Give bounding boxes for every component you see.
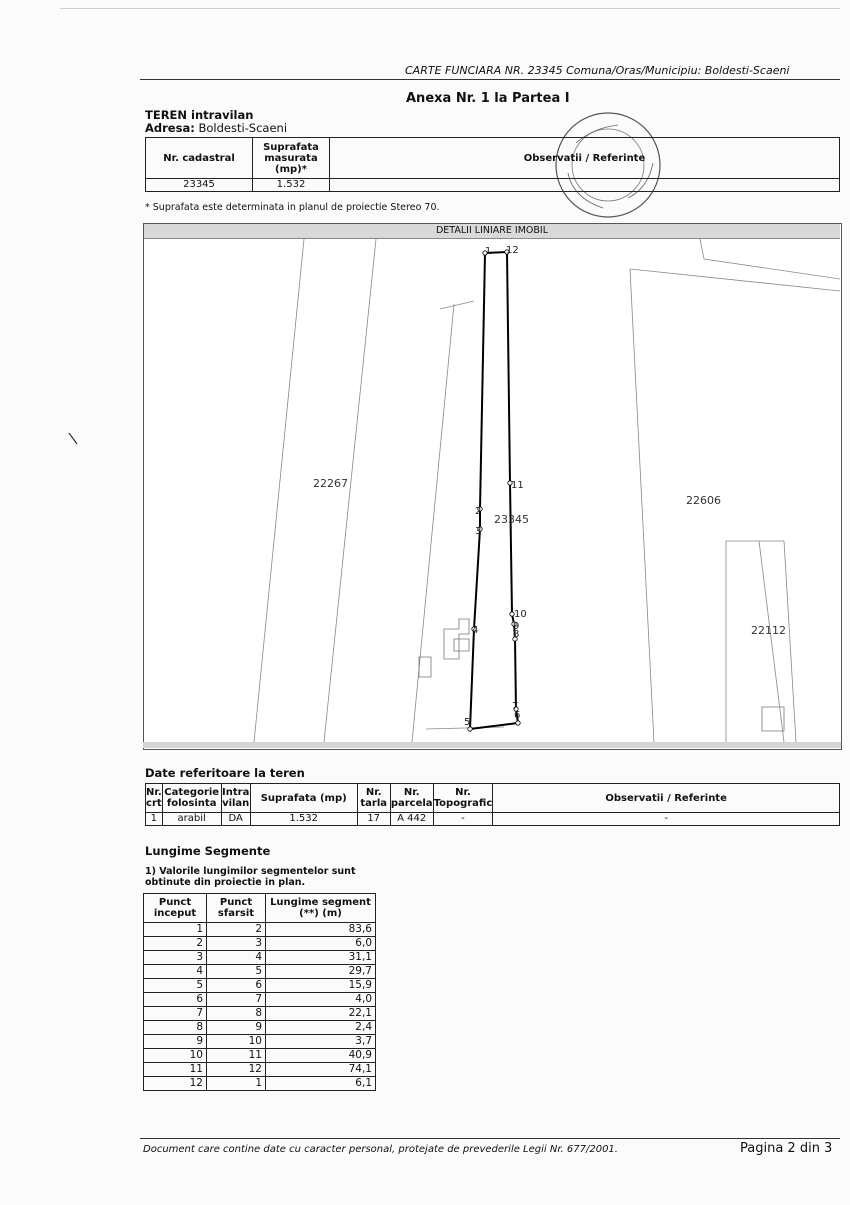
- table-row: [144, 1035, 376, 1049]
- col-categorie: Categorie folosinta: [162, 784, 221, 813]
- date-teren-table: [145, 783, 840, 826]
- point-label-3: 3: [475, 526, 482, 537]
- segment-length-cell: 6,1: [266, 1077, 376, 1091]
- cell-intravilan: DA: [221, 813, 250, 826]
- segment-end-cell: 10: [207, 1035, 266, 1049]
- cell-suprafata: 1.532: [250, 813, 357, 826]
- col-parcela: Nr. parcela: [390, 784, 433, 813]
- lungime-segmente-note: 1) Valorile lungimilor segmentelor sunt obtinute din proiectie in plan.: [145, 866, 356, 888]
- segment-end-cell: 8: [207, 1007, 266, 1021]
- table-row: [144, 1007, 376, 1021]
- segment-end-cell: 5: [207, 965, 266, 979]
- segment-end-cell: 6: [207, 979, 266, 993]
- footer-disclaimer: Document care contine date cu caracter personal, protejate de prevederile Legii Nr. 677/2001.: [143, 1144, 618, 1155]
- table-row: [146, 813, 840, 826]
- table-row: [144, 937, 376, 951]
- adresa-line: [145, 121, 287, 135]
- map-bottom-strip: [143, 742, 841, 748]
- cell-categorie: arabil: [162, 813, 221, 826]
- point-label-12: 12: [506, 245, 519, 256]
- map-title: DETALII LINIARE IMOBIL: [144, 224, 840, 239]
- segment-end-cell: 11: [207, 1049, 266, 1063]
- segment-start-cell: 7: [144, 1007, 207, 1021]
- table-row: [144, 1049, 376, 1063]
- point-label-8: 8: [513, 629, 520, 640]
- segment-end-cell: 12: [207, 1063, 266, 1077]
- segment-start-cell: 11: [144, 1063, 207, 1077]
- footer-divider: [140, 1138, 840, 1139]
- cadastral-table: [145, 137, 840, 192]
- parcel-label-22267: 22267: [313, 477, 348, 490]
- col-topografic: Nr. Topografic: [433, 784, 493, 813]
- point-label-4: 4: [472, 625, 479, 636]
- segment-start-cell: 9: [144, 1035, 207, 1049]
- teren-title: TEREN intravilan: [145, 108, 254, 122]
- col-tarla: Nr. tarla: [357, 784, 390, 813]
- table-row: [144, 951, 376, 965]
- cell-tarla: 17: [357, 813, 390, 826]
- table-row: [144, 965, 376, 979]
- segment-length-cell: 2,4: [266, 1021, 376, 1035]
- col-suprafata-masurata: Suprafata masurata (mp)*: [253, 138, 330, 179]
- parcel-labels: [313, 477, 786, 637]
- page-number: Pagina 2 din 3: [740, 1141, 833, 1156]
- segment-length-cell: 4,0: [266, 993, 376, 1007]
- lungime-segmente-title: Lungime Segmente: [145, 844, 271, 858]
- table-row: [144, 979, 376, 993]
- segment-end-cell: 4: [207, 951, 266, 965]
- neighbour-lines: [254, 239, 840, 742]
- point-label-1: 1: [485, 246, 492, 257]
- adresa-value: Boldesti-Scaeni: [194, 121, 288, 135]
- segment-start-cell: 1: [144, 923, 207, 937]
- table-row: [146, 179, 840, 192]
- point-label-9: 9: [513, 621, 520, 632]
- segment-end-cell: 2: [207, 923, 266, 937]
- segment-start-cell: 4: [144, 965, 207, 979]
- segment-length-cell: 3,7: [266, 1035, 376, 1049]
- col-punct-sfarsit: Punct sfarsit: [207, 894, 266, 923]
- col-observatii: Observatii / Referinte: [330, 138, 840, 179]
- cell-topografic: -: [433, 813, 493, 826]
- cell-observatii: -: [493, 813, 840, 826]
- table-row: [144, 993, 376, 1007]
- table-row: [144, 1077, 376, 1091]
- top-scan-line: [60, 8, 840, 9]
- col-lungime: Lungime segment (**) (m): [266, 894, 376, 923]
- col-observatii: Observatii / Referinte: [493, 784, 840, 813]
- col-intravilan: Intra vilan: [221, 784, 250, 813]
- cell-nr-cadastral: 23345: [146, 179, 253, 192]
- segment-start-cell: 8: [144, 1021, 207, 1035]
- segment-start-cell: 5: [144, 979, 207, 993]
- parcel-label-23345: 23345: [494, 513, 529, 526]
- stray-scan-mark: [68, 432, 80, 446]
- segment-start-cell: 10: [144, 1049, 207, 1063]
- segment-start-cell: 6: [144, 993, 207, 1007]
- header-divider: [140, 79, 840, 80]
- segment-end-cell: 3: [207, 937, 266, 951]
- point-label-2: 2: [475, 506, 482, 517]
- table-row: [144, 923, 376, 937]
- cell-nr-crt: 1: [146, 813, 163, 826]
- segment-length-cell: 31,1: [266, 951, 376, 965]
- segment-length-cell: 74,1: [266, 1063, 376, 1077]
- parcel-label-22112: 22112: [751, 624, 786, 637]
- col-nr-crt: Nr. crt: [146, 784, 163, 813]
- segment-start-cell: 2: [144, 937, 207, 951]
- anexa-title: Anexa Nr. 1 la Partea I: [406, 91, 570, 106]
- parcel-label-22606: 22606: [686, 494, 721, 507]
- cell-observatii: [330, 179, 840, 192]
- segment-length-cell: 6,0: [266, 937, 376, 951]
- point-label-7: 7: [512, 701, 519, 712]
- segment-length-cell: 29,7: [266, 965, 376, 979]
- segment-length-cell: 40,9: [266, 1049, 376, 1063]
- point-label-10: 10: [514, 609, 527, 620]
- cell-suprafata: 1.532: [253, 179, 330, 192]
- point-label-6: 6: [514, 710, 521, 721]
- segment-length-cell: 15,9: [266, 979, 376, 993]
- cell-parcela: A 442: [390, 813, 433, 826]
- suprafata-footnote: * Suprafata este determinata in planul de proiectie Stereo 70.: [145, 202, 440, 213]
- col-suprafata: Suprafata (mp): [250, 784, 357, 813]
- segment-end-cell: 1: [207, 1077, 266, 1091]
- point-label-11: 11: [511, 480, 524, 491]
- point-label-5: 5: [464, 717, 471, 728]
- segment-length-cell: 22,1: [266, 1007, 376, 1021]
- segment-start-cell: 3: [144, 951, 207, 965]
- date-teren-title: Date referitoare la teren: [145, 766, 305, 780]
- col-nr-cadastral: Nr. cadastral: [146, 138, 253, 179]
- table-row: [144, 1021, 376, 1035]
- carte-funciara-header: CARTE FUNCIARA NR. 23345 Comuna/Oras/Municipiu: Boldesti-Scaeni: [405, 64, 790, 77]
- adresa-label: Adresa:: [145, 121, 195, 135]
- segment-end-cell: 9: [207, 1021, 266, 1035]
- segments-table: [143, 893, 376, 1091]
- parcel-map: [144, 239, 840, 742]
- table-row: [144, 1063, 376, 1077]
- segment-start-cell: 12: [144, 1077, 207, 1091]
- col-punct-inceput: Punct inceput: [144, 894, 207, 923]
- segment-end-cell: 7: [207, 993, 266, 1007]
- segment-length-cell: 83,6: [266, 923, 376, 937]
